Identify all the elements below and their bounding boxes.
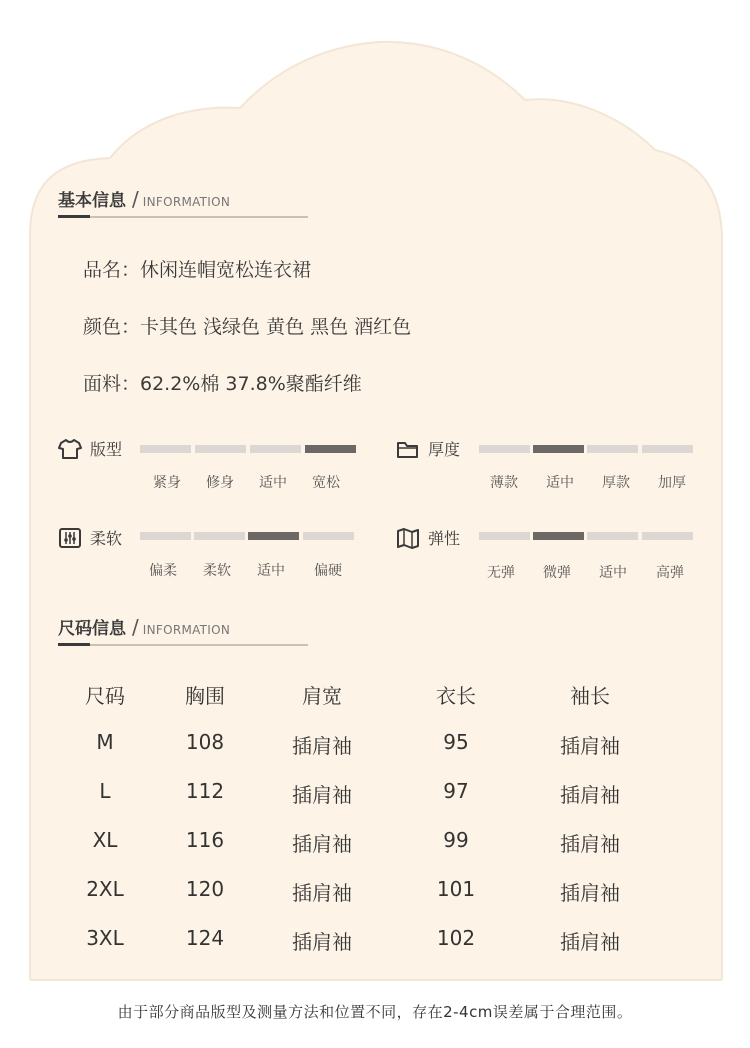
table-cell: 95 [443,730,469,754]
seg-selected [248,532,299,540]
attr-option: 微弹 [543,565,571,581]
attr-option: 高弹 [656,565,684,581]
attr-option: 偏硬 [314,563,342,579]
seg [479,532,530,540]
seg-selected [305,445,356,453]
measurement-footnote: 由于部分商品版型及测量方法和位置不同，存在2-4cm误差属于合理范围。 [117,1003,633,1021]
table-header-cell: 尺码 [85,684,125,708]
table-cell: 124 [185,926,225,950]
table-cell: 102 [436,926,476,950]
seg [479,445,530,453]
table-cell: 插肩袖 [292,930,352,954]
table-cell: 108 [185,730,225,754]
table-cell: 插肩袖 [560,832,620,856]
table-cell: 插肩袖 [292,832,352,856]
table-cell: 插肩袖 [560,783,620,807]
attr-fit-bar [140,445,356,453]
attr-thickness-label: 厚度 [428,440,461,459]
attr-option: 修身 [206,475,234,491]
basic-info-subtitle: INFORMATION [142,195,231,209]
attr-option: 适中 [257,563,285,579]
table-cell: 97 [443,779,469,803]
size-info-rule [58,644,308,646]
attr-thickness-bar [479,445,693,453]
seg [140,445,191,453]
attr-option: 紧身 [153,475,181,491]
attr-option: 柔软 [203,563,231,579]
attr-option: 适中 [546,475,574,491]
seg [194,532,245,540]
attr-option: 薄款 [490,475,518,491]
attr-softness-label: 柔软 [90,529,123,548]
table-cell: 112 [185,779,225,803]
table-cell: 插肩袖 [560,930,620,954]
table-header-cell: 衣长 [436,684,476,708]
seg [587,532,638,540]
folder-icon [396,438,420,460]
table-cell: 插肩袖 [560,881,620,905]
attr-elasticity [396,526,460,549]
size-info-title: 尺码信息 [58,619,126,639]
attr-fit [58,437,122,460]
table-cell: 插肩袖 [560,734,620,758]
attr-option: 偏柔 [149,563,177,579]
size-info-heading [58,614,230,644]
attr-option: 适中 [259,475,287,491]
attr-elasticity-bar [479,532,693,540]
table-cell: 116 [185,828,225,852]
map-icon [396,527,420,549]
size-info-rule-accent [58,643,90,646]
product-colors: 颜色：卡其色 浅绿色 黄色 黑色 酒红色 [83,316,412,338]
seg [195,445,246,453]
product-fabric: 面料：62.2%棉 37.8%聚酯纤维 [83,373,362,395]
table-cell: L [99,779,111,803]
basic-info-rule-accent [58,215,90,218]
table-cell: 3XL [86,926,124,950]
attr-option: 加厚 [658,475,686,491]
attr-elasticity-label: 弹性 [428,529,461,548]
table-cell: 插肩袖 [292,881,352,905]
seg [642,445,693,453]
table-cell: 2XL [86,877,124,901]
seg [250,445,301,453]
seg [140,532,191,540]
heading-slash: / [132,615,139,639]
seg [303,532,354,540]
table-cell: 120 [185,877,225,901]
attr-softness [58,526,122,549]
attr-fit-label: 版型 [90,440,123,459]
basic-info-title: 基本信息 [58,191,126,211]
attr-softness-bar [140,532,354,540]
table-cell: 插肩袖 [292,783,352,807]
seg-selected [533,532,584,540]
attr-option: 宽松 [312,475,340,491]
table-cell: 插肩袖 [292,734,352,758]
table-header-cell: 胸围 [185,684,225,708]
table-cell: 101 [436,877,476,901]
attr-option: 适中 [599,565,627,581]
attr-option: 厚款 [602,475,630,491]
table-cell: XL [92,828,118,852]
table-cell: 99 [443,828,469,852]
table-header-cell: 袖长 [570,684,610,708]
table-cell: M [96,730,114,754]
seg [642,532,693,540]
table-header-cell: 肩宽 [302,684,342,708]
heading-slash: / [132,187,139,211]
attr-option: 无弹 [487,565,515,581]
product-name: 品名：休闲连帽宽松连衣裙 [83,259,312,281]
basic-info-heading [58,186,230,216]
seg [587,445,638,453]
size-info-subtitle: INFORMATION [142,623,231,637]
seg-selected [533,445,584,453]
attr-thickness [396,437,460,460]
sliders-icon [58,527,82,549]
basic-info-rule [58,216,308,218]
shirt-icon [58,438,82,460]
